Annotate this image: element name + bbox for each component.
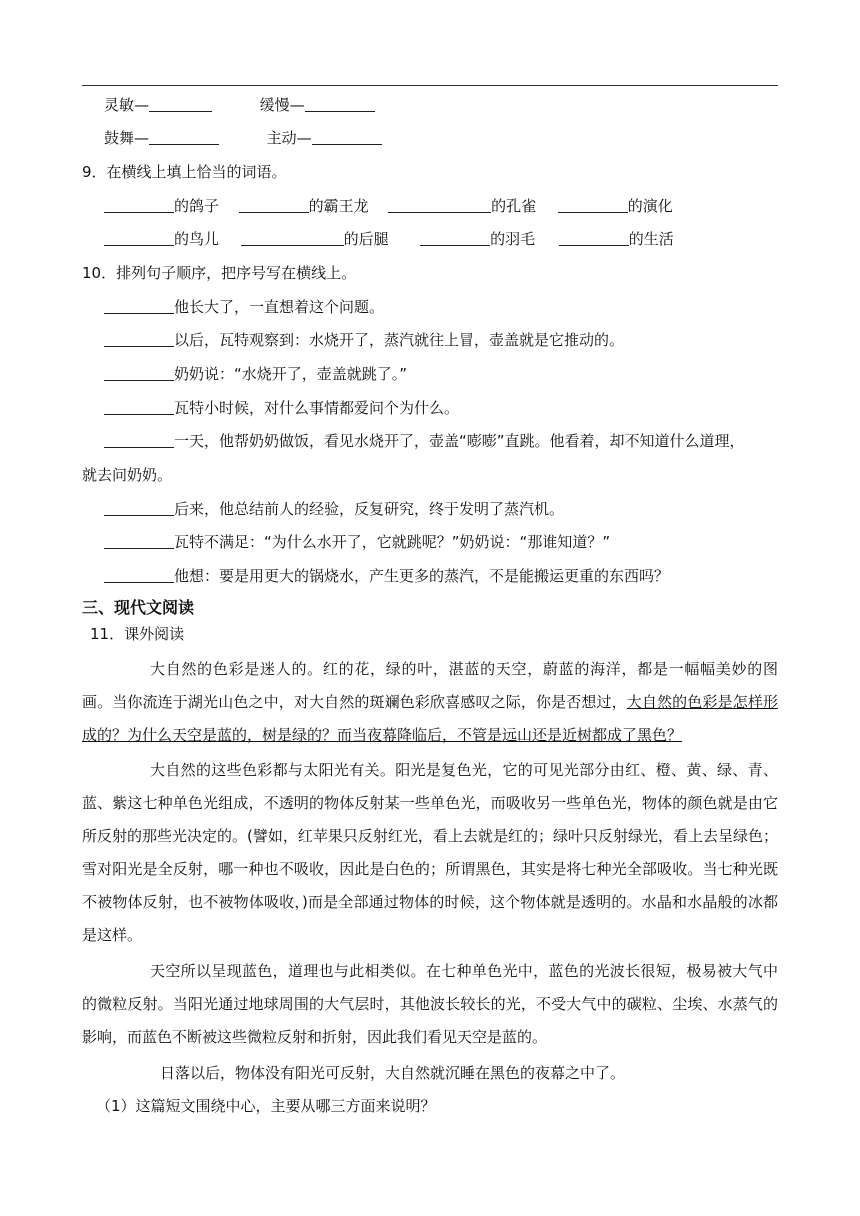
q9-phrase: 的后腿 [343,230,389,248]
answer-blank[interactable] [420,230,490,246]
section-heading: 三、现代文阅读 [82,598,195,617]
q9-phrase: 的霸王龙 [308,197,369,215]
answer-blank[interactable] [241,230,344,246]
passage-paragraph-1 [82,653,778,752]
q10-sentence: 以后，瓦特观察到：水烧开了，蒸汽就往上冒，壶盖就是它推动的。 [174,331,625,349]
order-blank[interactable] [104,432,174,448]
q10-sentence: 一天，他帮奶奶做饭，看见水烧开了，壶盖“嘭嘭”直跳。他看着，却不知道什么道理， [174,432,745,450]
answer-blank[interactable] [558,197,628,213]
q10-item [104,566,669,586]
q10-sentence: 瓦特小时候，对什么事情都爱问个为什么。 [174,399,460,417]
q9-row-2 [104,229,674,249]
question-1: （1）这篇短文围绕中心，主要从哪三方面来说明？ [96,1097,436,1115]
q10-sentence: 奶奶说：“水烧开了，壶盖就跳了。” [174,365,408,383]
q10-item [104,398,459,418]
answer-blank[interactable] [149,129,219,145]
answer-blank[interactable] [104,197,174,213]
order-blank[interactable] [104,399,174,415]
passage-paragraph-2 [82,754,778,952]
q10-sentence: 他想：要是用更大的锅烧水，产生更多的蒸汽，不是能搬运更重的东西吗？ [174,567,670,585]
answer-blank[interactable] [559,230,629,246]
order-blank[interactable] [104,567,174,583]
q9-phrase: 的孔雀 [491,197,537,215]
answer-blank[interactable] [239,197,309,213]
q10-sentence: 瓦特不满足：“为什么水开了，它就跳呢？”奶奶说：“那谁知道？” [174,533,611,551]
order-blank[interactable] [104,365,174,381]
answer-blank[interactable] [388,197,491,213]
q10-item [104,431,745,451]
q10-title: 10．排列句子顺序，把序号写在横线上。 [82,264,357,282]
underlined-sentence: 大自然的色彩是怎样形成的？为什么天空是蓝的，树是绿的？而当夜幕降临后，不管是远山还是近树都成了黑色？ [82,693,778,744]
q10-item [104,297,384,317]
q9-phrase: 的鸽子 [174,197,220,215]
answer-blank[interactable] [149,96,212,112]
q10-item [104,532,610,552]
q10-item [104,499,564,519]
q9-title: 9．在横线上填上恰当的词语。 [82,163,287,181]
order-blank[interactable] [104,533,174,549]
passage-paragraph-4: 日落以后，物体没有阳光可反射，大自然就沉睡在黑色的夜幕之中了。 [160,1064,626,1082]
passage-text: 天空所以呈现蓝色，道理也与此相类似。在七种单色光中，蓝色的光波长很短，极易被大气中的微粒反射。当阳光通过地球周围的大气层时，其他波长较长的光，不受大气中的碳粒、尘埃、水蒸气的影响，而蓝色不断被这些微粒反射和折射，因此我们看见天空是蓝的。 [82,962,778,1046]
q10-sentence: 他长大了，一直想着这个问题。 [174,298,385,316]
passage-text: 大自然的色彩是迷人的。红的花，绿的叶，湛蓝的天空，蔚蓝的海洋，都是一幅幅美妙的图画。当你流连于湖光山色之中，对大自然的斑斓色彩欣喜感叹之际，你是否想过， [82,660,778,711]
q10-item [104,330,624,350]
q9-phrase: 的生活 [628,230,674,248]
q8-word: 主动— [266,129,312,147]
q8-word: 灵敏— [104,96,150,114]
q8-row-2 [104,128,382,148]
q9-phrase: 的演化 [627,197,673,215]
q10-item [104,364,407,384]
q10-sentence: 后来，他总结前人的经验，反复研究，终于发明了蒸汽机。 [174,500,565,518]
q8-word: 鼓舞— [104,129,150,147]
q8-word: 缓慢— [259,96,305,114]
q9-row-1 [104,196,673,216]
q11-title: 11．课外阅读 [90,625,185,643]
answer-blank[interactable] [305,96,375,112]
answer-blank[interactable] [104,230,174,246]
order-blank[interactable] [104,331,174,347]
order-blank[interactable] [104,500,174,516]
answer-blank[interactable] [312,129,382,145]
passage-paragraph-3 [82,955,778,1054]
header-rule [82,85,778,86]
q9-phrase: 的鸟儿 [174,230,220,248]
q8-row-1 [104,95,375,115]
order-blank[interactable] [104,298,174,314]
passage-text: 大自然的这些色彩都与太阳光有关。阳光是复色光，它的可见光部分由红、橙、黄、绿、青、蓝、紫这七种单色光组成，不透明的物体反射某一些单色光，而吸收另一些单色光，物体的颜色就是由它所反射的那些光决定的。(譬如，红苹果只反射红光，看上去就是红的；绿叶只反射绿光，看上去呈绿色；雪对阳光是全反射，哪一种也不吸收，因此是白色的；所谓黑色，其实是将七种光全部吸收。当七种光既不被物体反射，也不被物体吸收，)而是全部通过物体的时候，这个物体就是透明的。水晶和水晶般的冰都是这样。 [82,761,778,944]
q9-phrase: 的羽毛 [490,230,536,248]
q10-item-continuation: 就去问奶奶。 [82,466,173,484]
